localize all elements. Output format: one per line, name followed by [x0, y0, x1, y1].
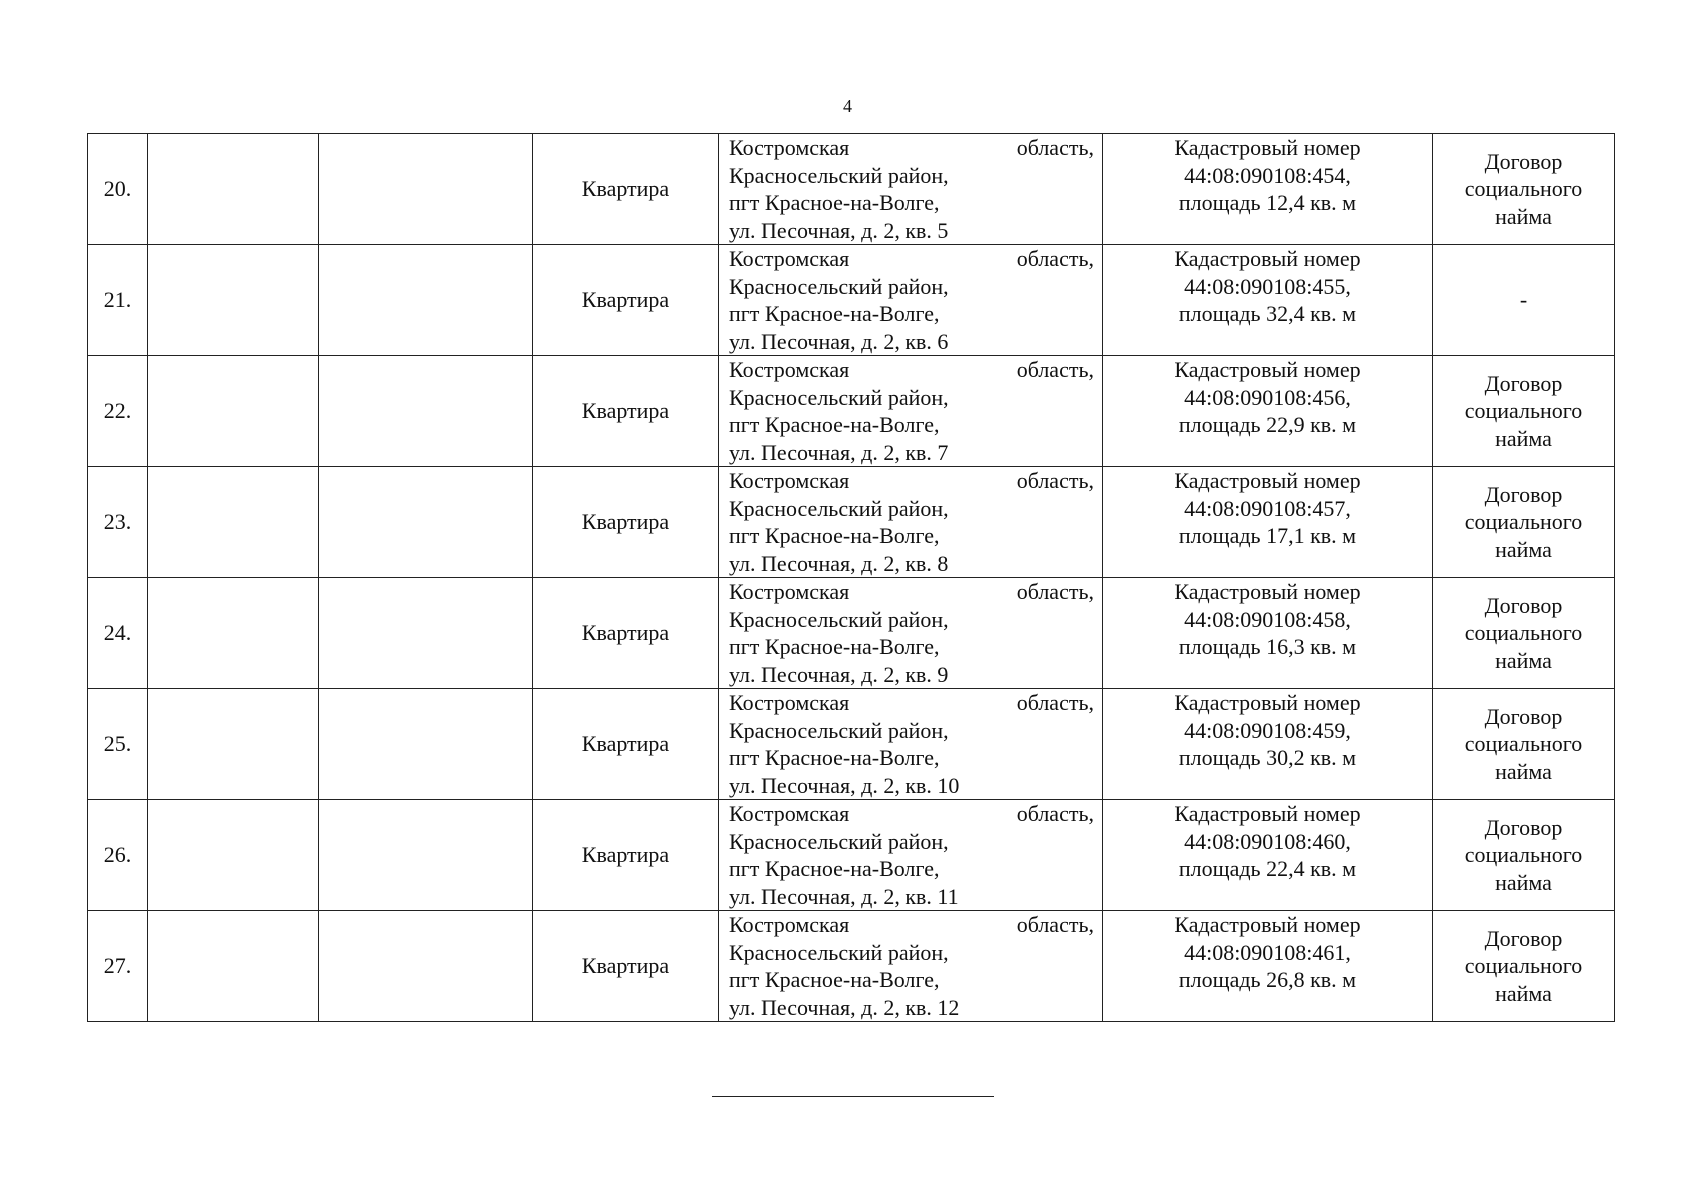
- basis-line-1: -: [1519, 287, 1528, 313]
- address-region: Костромская: [729, 135, 850, 160]
- basis-line-1: Договор: [1484, 592, 1563, 618]
- address-line-4: ул. Песочная, д. 2, кв. 10: [729, 772, 960, 798]
- cadastral-label: Кадастровый номер: [1174, 579, 1361, 604]
- address-region: Костромская: [729, 579, 850, 604]
- address-line-4: ул. Песочная, д. 2, кв. 12: [729, 994, 960, 1020]
- property-area: площадь 22,4 кв. м: [1178, 856, 1357, 881]
- table-row: [88, 578, 1615, 689]
- address-line-2: Красносельский район,: [729, 717, 949, 743]
- property-address: [719, 578, 1103, 689]
- address-line-3: пгт Красное-на-Волге,: [729, 967, 940, 992]
- address-line-1: [729, 911, 1094, 939]
- basis-line-2: социального: [1464, 731, 1583, 757]
- property-address: [719, 245, 1103, 356]
- empty-cell-name: [148, 689, 319, 800]
- cadastral-number: 44:08:090108:457,: [1184, 495, 1351, 521]
- empty-cell-name: [148, 245, 319, 356]
- empty-cell-name: [148, 800, 319, 911]
- address-line-2: Красносельский район,: [729, 273, 949, 299]
- empty-cell-owner: [319, 689, 533, 800]
- address-line-4: ул. Песочная, д. 2, кв. 11: [729, 883, 959, 909]
- cadastral-number: 44:08:090108:459,: [1184, 717, 1351, 743]
- address-line-4: ул. Песочная, д. 2, кв. 9: [729, 661, 949, 687]
- address-region-suffix: область,: [1016, 690, 1094, 715]
- empty-cell-name: [148, 578, 319, 689]
- basis-line-3: найма: [1495, 536, 1552, 562]
- address-line-3: пгт Красное-на-Волге,: [729, 301, 940, 326]
- property-address: [719, 689, 1103, 800]
- cadastral-info: [1103, 245, 1433, 356]
- property-area: площадь 30,2 кв. м: [1178, 745, 1357, 770]
- cadastral-number: 44:08:090108:461,: [1184, 939, 1351, 965]
- occupancy-basis: [1433, 800, 1615, 911]
- address-region-suffix: область,: [1016, 246, 1094, 271]
- cadastral-number: 44:08:090108:454,: [1184, 162, 1351, 188]
- empty-cell-owner: [319, 356, 533, 467]
- empty-cell-owner: [319, 134, 533, 245]
- address-line-4: ул. Песочная, д. 2, кв. 7: [729, 439, 949, 465]
- address-line-3: пгт Красное-на-Волге,: [729, 745, 940, 770]
- address-region-suffix: область,: [1016, 135, 1094, 160]
- property-type: Квартира: [533, 911, 719, 1022]
- address-line-1: [729, 356, 1094, 384]
- row-number: 25.: [88, 689, 148, 800]
- cadastral-label: Кадастровый номер: [1174, 690, 1361, 715]
- address-line-3: пгт Красное-на-Волге,: [729, 412, 940, 437]
- cadastral-label: Кадастровый номер: [1174, 357, 1361, 382]
- cadastral-number: 44:08:090108:456,: [1184, 384, 1351, 410]
- empty-cell-name: [148, 467, 319, 578]
- address-region-suffix: область,: [1016, 579, 1094, 604]
- empty-cell-name: [148, 911, 319, 1022]
- address-line-2: Красносельский район,: [729, 495, 949, 521]
- property-table: [87, 133, 1615, 1022]
- address-region: Костромская: [729, 912, 850, 937]
- property-type: Квартира: [533, 356, 719, 467]
- cadastral-label: Кадастровый номер: [1174, 912, 1361, 937]
- cadastral-number: 44:08:090108:455,: [1184, 273, 1351, 299]
- cadastral-number: 44:08:090108:460,: [1184, 828, 1351, 854]
- address-line-1: [729, 245, 1094, 273]
- cadastral-info: [1103, 689, 1433, 800]
- table-body: [88, 134, 1615, 1022]
- page-number: 4: [843, 96, 852, 116]
- table-row: [88, 800, 1615, 911]
- basis-line-2: социального: [1464, 620, 1583, 646]
- address-line-4: ул. Песочная, д. 2, кв. 8: [729, 550, 949, 576]
- address-line-4: ул. Песочная, д. 2, кв. 5: [729, 217, 949, 243]
- row-number: 27.: [88, 911, 148, 1022]
- address-line-2: Красносельский район,: [729, 828, 949, 854]
- address-region-suffix: область,: [1016, 468, 1094, 493]
- basis-line-3: найма: [1495, 425, 1552, 451]
- address-region: Костромская: [729, 357, 850, 382]
- occupancy-basis: [1433, 245, 1615, 356]
- property-type: Квартира: [533, 689, 719, 800]
- address-line-1: [729, 578, 1094, 606]
- property-address: [719, 134, 1103, 245]
- basis-line-3: найма: [1495, 203, 1552, 229]
- basis-line-2: социального: [1464, 953, 1583, 979]
- property-address: [719, 800, 1103, 911]
- cadastral-info: [1103, 800, 1433, 911]
- basis-line-3: найма: [1495, 869, 1552, 895]
- address-region: Костромская: [729, 690, 850, 715]
- empty-cell-name: [148, 134, 319, 245]
- table-row: [88, 467, 1615, 578]
- property-address: [719, 467, 1103, 578]
- address-line-3: пгт Красное-на-Волге,: [729, 634, 940, 659]
- basis-line-2: социального: [1464, 509, 1583, 535]
- property-area: площадь 26,8 кв. м: [1178, 967, 1357, 992]
- empty-cell-owner: [319, 245, 533, 356]
- row-number: 21.: [88, 245, 148, 356]
- property-area: площадь 17,1 кв. м: [1178, 523, 1357, 548]
- address-line-1: [729, 134, 1094, 162]
- property-type: Квартира: [533, 578, 719, 689]
- property-address: [719, 911, 1103, 1022]
- address-region: Костромская: [729, 246, 850, 271]
- cadastral-label: Кадастровый номер: [1174, 135, 1361, 160]
- cadastral-info: [1103, 467, 1433, 578]
- empty-cell-owner: [319, 800, 533, 911]
- address-line-2: Красносельский район,: [729, 939, 949, 965]
- row-number: 24.: [88, 578, 148, 689]
- property-type: Квартира: [533, 245, 719, 356]
- occupancy-basis: [1433, 578, 1615, 689]
- address-region-suffix: область,: [1016, 912, 1094, 937]
- basis-line-1: Договор: [1484, 925, 1563, 951]
- table-row: [88, 245, 1615, 356]
- cadastral-info: [1103, 911, 1433, 1022]
- occupancy-basis: [1433, 467, 1615, 578]
- property-type: Квартира: [533, 467, 719, 578]
- address-region: Костромская: [729, 801, 850, 826]
- table-row: [88, 134, 1615, 245]
- cadastral-info: [1103, 578, 1433, 689]
- address-line-1: [729, 800, 1094, 828]
- property-area: площадь 22,9 кв. м: [1178, 412, 1357, 437]
- property-type: Квартира: [533, 800, 719, 911]
- address-line-2: Красносельский район,: [729, 162, 949, 188]
- address-line-3: пгт Красное-на-Волге,: [729, 856, 940, 881]
- property-area: площадь 12,4 кв. м: [1178, 190, 1357, 215]
- address-line-1: [729, 467, 1094, 495]
- basis-line-1: Договор: [1484, 814, 1563, 840]
- address-line-3: пгт Красное-на-Волге,: [729, 190, 940, 215]
- cadastral-number: 44:08:090108:458,: [1184, 606, 1351, 632]
- occupancy-basis: [1433, 134, 1615, 245]
- occupancy-basis: [1433, 689, 1615, 800]
- table-row: [88, 356, 1615, 467]
- address-region: Костромская: [729, 468, 850, 493]
- property-address: [719, 356, 1103, 467]
- empty-cell-owner: [319, 578, 533, 689]
- address-region-suffix: область,: [1016, 801, 1094, 826]
- cadastral-label: Кадастровый номер: [1174, 246, 1361, 271]
- empty-cell-owner: [319, 467, 533, 578]
- empty-cell-name: [148, 356, 319, 467]
- basis-line-2: социального: [1464, 176, 1583, 202]
- basis-line-2: социального: [1464, 842, 1583, 868]
- cadastral-info: [1103, 134, 1433, 245]
- basis-line-3: найма: [1495, 758, 1552, 784]
- basis-line-1: Договор: [1484, 481, 1563, 507]
- row-number: 26.: [88, 800, 148, 911]
- address-region-suffix: область,: [1016, 357, 1094, 382]
- basis-line-3: найма: [1495, 980, 1552, 1006]
- address-line-1: [729, 689, 1094, 717]
- property-area: площадь 32,4 кв. м: [1178, 301, 1357, 326]
- end-of-document-rule: [712, 1096, 994, 1097]
- empty-cell-owner: [319, 911, 533, 1022]
- cadastral-label: Кадастровый номер: [1174, 468, 1361, 493]
- basis-line-1: Договор: [1484, 148, 1563, 174]
- basis-line-3: найма: [1495, 647, 1552, 673]
- occupancy-basis: [1433, 911, 1615, 1022]
- property-area: площадь 16,3 кв. м: [1178, 634, 1357, 659]
- table-row: [88, 689, 1615, 800]
- address-line-4: ул. Песочная, д. 2, кв. 6: [729, 328, 949, 354]
- address-line-3: пгт Красное-на-Волге,: [729, 523, 940, 548]
- row-number: 22.: [88, 356, 148, 467]
- address-line-2: Красносельский район,: [729, 606, 949, 632]
- occupancy-basis: [1433, 356, 1615, 467]
- basis-line-1: Договор: [1484, 703, 1563, 729]
- table-row: [88, 911, 1615, 1022]
- row-number: 23.: [88, 467, 148, 578]
- basis-line-2: социального: [1464, 398, 1583, 424]
- basis-line-1: Договор: [1484, 370, 1563, 396]
- cadastral-label: Кадастровый номер: [1174, 801, 1361, 826]
- cadastral-info: [1103, 356, 1433, 467]
- row-number: 20.: [88, 134, 148, 245]
- address-line-2: Красносельский район,: [729, 384, 949, 410]
- property-type: Квартира: [533, 134, 719, 245]
